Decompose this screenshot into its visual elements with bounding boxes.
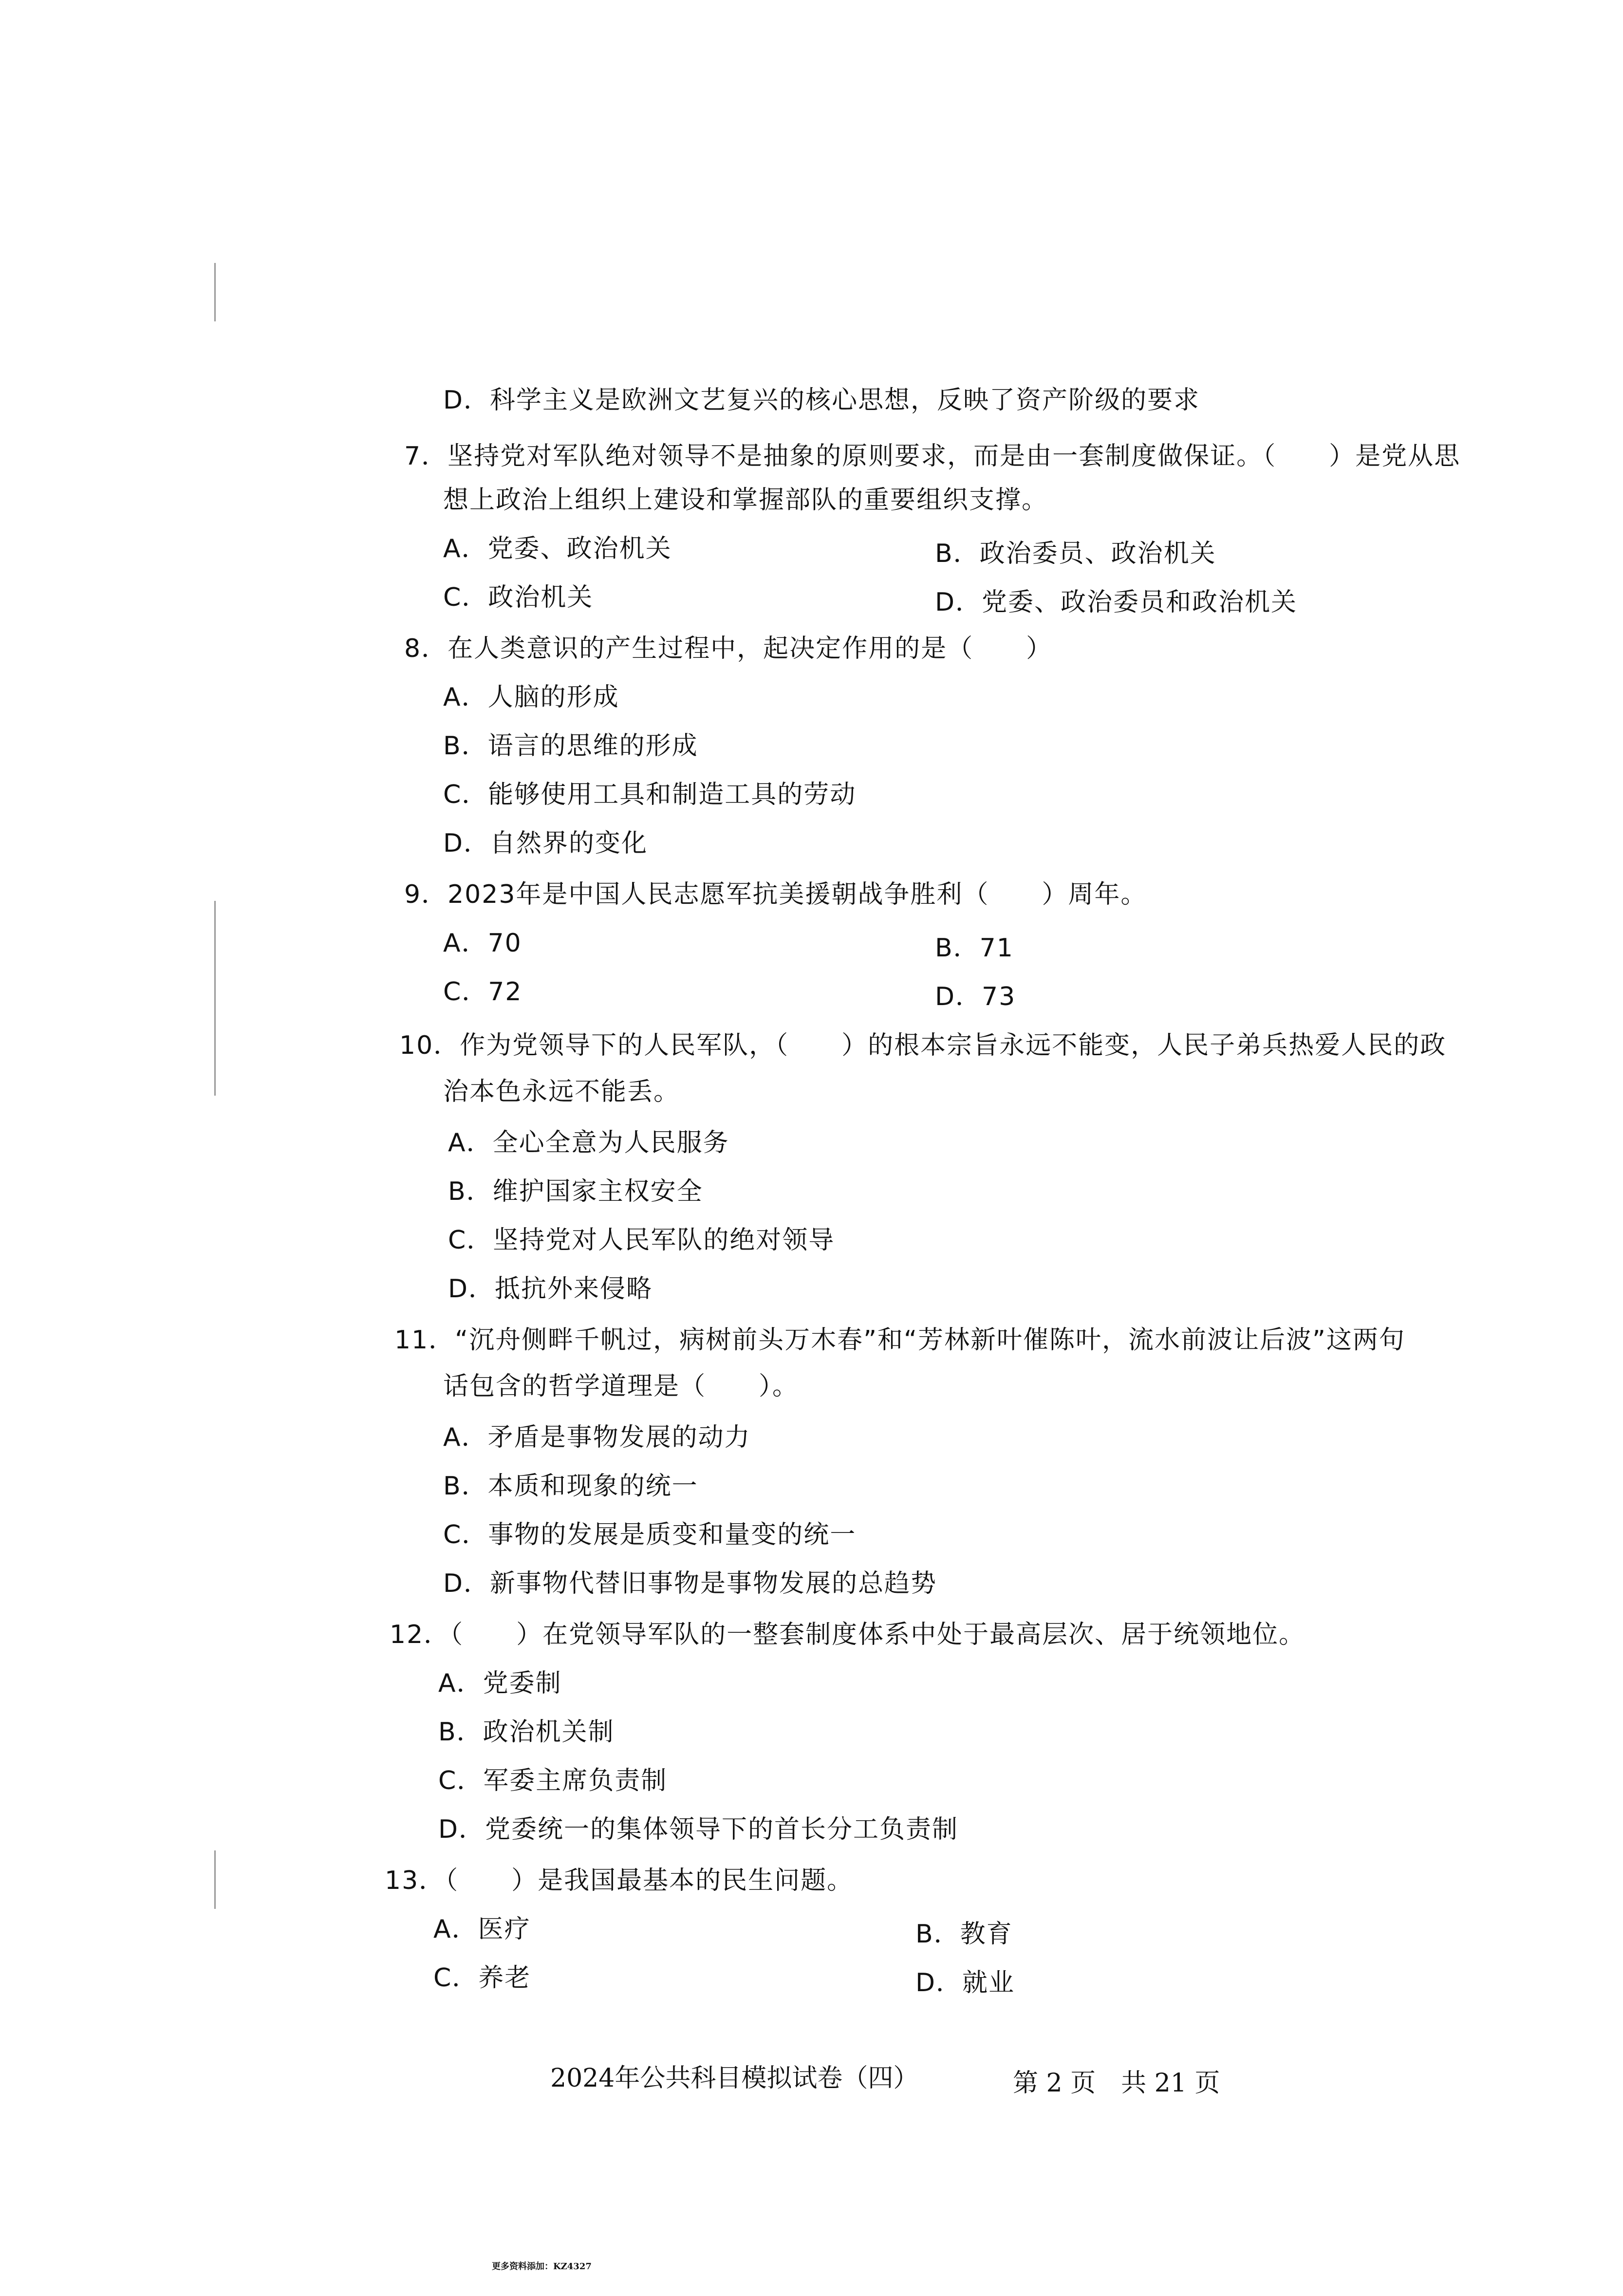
- binding-margin-mark: [214, 901, 216, 1096]
- q13-option-c: C．养老: [433, 1963, 531, 1993]
- q12-option-a: A．党委制: [438, 1669, 562, 1698]
- q11-option-d: D．新事物代替旧事物是事物发展的总趋势: [443, 1569, 937, 1598]
- q11-option-a: A．矛盾是事物发展的动力: [443, 1423, 751, 1452]
- q12-option-d: D．党委统一的集体领导下的首长分工负责制: [438, 1815, 959, 1844]
- footer-page-number: 第 2 页 共 21 页: [1013, 2069, 1220, 2098]
- q12-stem: 12．（ ）在党领导军队的一整套制度体系中处于最高层次、居于统领地位。: [390, 1620, 1306, 1649]
- q10-option-b: B．维护国家主权安全: [448, 1177, 703, 1206]
- q8-option-a: A．人脑的形成: [443, 683, 619, 712]
- q11-option-b: B．本质和现象的统一: [443, 1472, 698, 1501]
- q9-option-b: B．71: [935, 933, 1014, 963]
- watermark-text: 更多资料添加：KZ4327: [492, 2261, 592, 2272]
- q8-option-c: C．能够使用工具和制造工具的劳动: [443, 780, 857, 809]
- footer-title: 2024年公共科目模拟试卷（四）: [550, 2064, 919, 2093]
- q7-stem: 7．坚持党对军队绝对领导不是抽象的原则要求，而是由一套制度做保证。（ ）是党从思: [404, 442, 1461, 471]
- q9-stem: 9．2023年是中国人民志愿军抗美援朝战争胜利（ ）周年。: [404, 880, 1147, 909]
- q7-option-c: C．政治机关: [443, 583, 594, 612]
- q9-option-c: C．72: [443, 977, 522, 1007]
- q10-stem-cont: 治本色永远不能丢。: [443, 1077, 680, 1106]
- q11-option-c: C．事物的发展是质变和量变的统一: [443, 1520, 857, 1549]
- q7-stem-cont: 想上政治上组织上建设和掌握部队的重要组织支撑。: [443, 485, 1048, 515]
- q7-option-b: B．政治委员、政治机关: [935, 539, 1216, 568]
- q9-option-d: D．73: [935, 982, 1016, 1011]
- q8-option-d: D．自然界的变化: [443, 829, 648, 858]
- q8-option-b: B．语言的思维的形成: [443, 731, 698, 761]
- q7-option-d: D．党委、政治委员和政治机关: [935, 588, 1298, 617]
- q11-stem: 11．“沉舟侧畔千帆过，病树前头万木春”和“芳林新叶催陈叶，流水前波让后波”这两句: [394, 1325, 1405, 1355]
- binding-margin-mark: [214, 263, 216, 321]
- q12-option-c: C．军委主席负责制: [438, 1766, 668, 1795]
- option-d-prev: D．科学主义是欧洲文艺复兴的核心思想，反映了资产阶级的要求: [443, 386, 1200, 415]
- q11-stem-cont: 话包含的哲学道理是（ ）。: [443, 1372, 799, 1401]
- q13-stem: 13．（ ）是我国最基本的民生问题。: [385, 1866, 854, 1895]
- q13-option-d: D．就业: [915, 1968, 1015, 1997]
- q13-option-a: A．医疗: [433, 1915, 531, 1944]
- binding-margin-mark: [214, 1850, 216, 1909]
- q10-option-d: D．抵抗外来侵略: [448, 1274, 653, 1304]
- q7-option-a: A．党委、政治机关: [443, 534, 672, 563]
- q10-option-a: A．全心全意为人民服务: [448, 1128, 729, 1157]
- q12-option-b: B．政治机关制: [438, 1717, 615, 1747]
- q10-option-c: C．坚持党对人民军队的绝对领导: [448, 1226, 835, 1255]
- q9-option-a: A．70: [443, 929, 522, 958]
- q8-stem: 8．在人类意识的产生过程中，起决定作用的是（ ）: [404, 634, 1053, 663]
- q13-option-b: B．教育: [915, 1920, 1013, 1949]
- q10-stem: 10．作为党领导下的人民军队，（ ）的根本宗旨永远不能变，人民子弟兵热爱人民的政: [399, 1031, 1447, 1060]
